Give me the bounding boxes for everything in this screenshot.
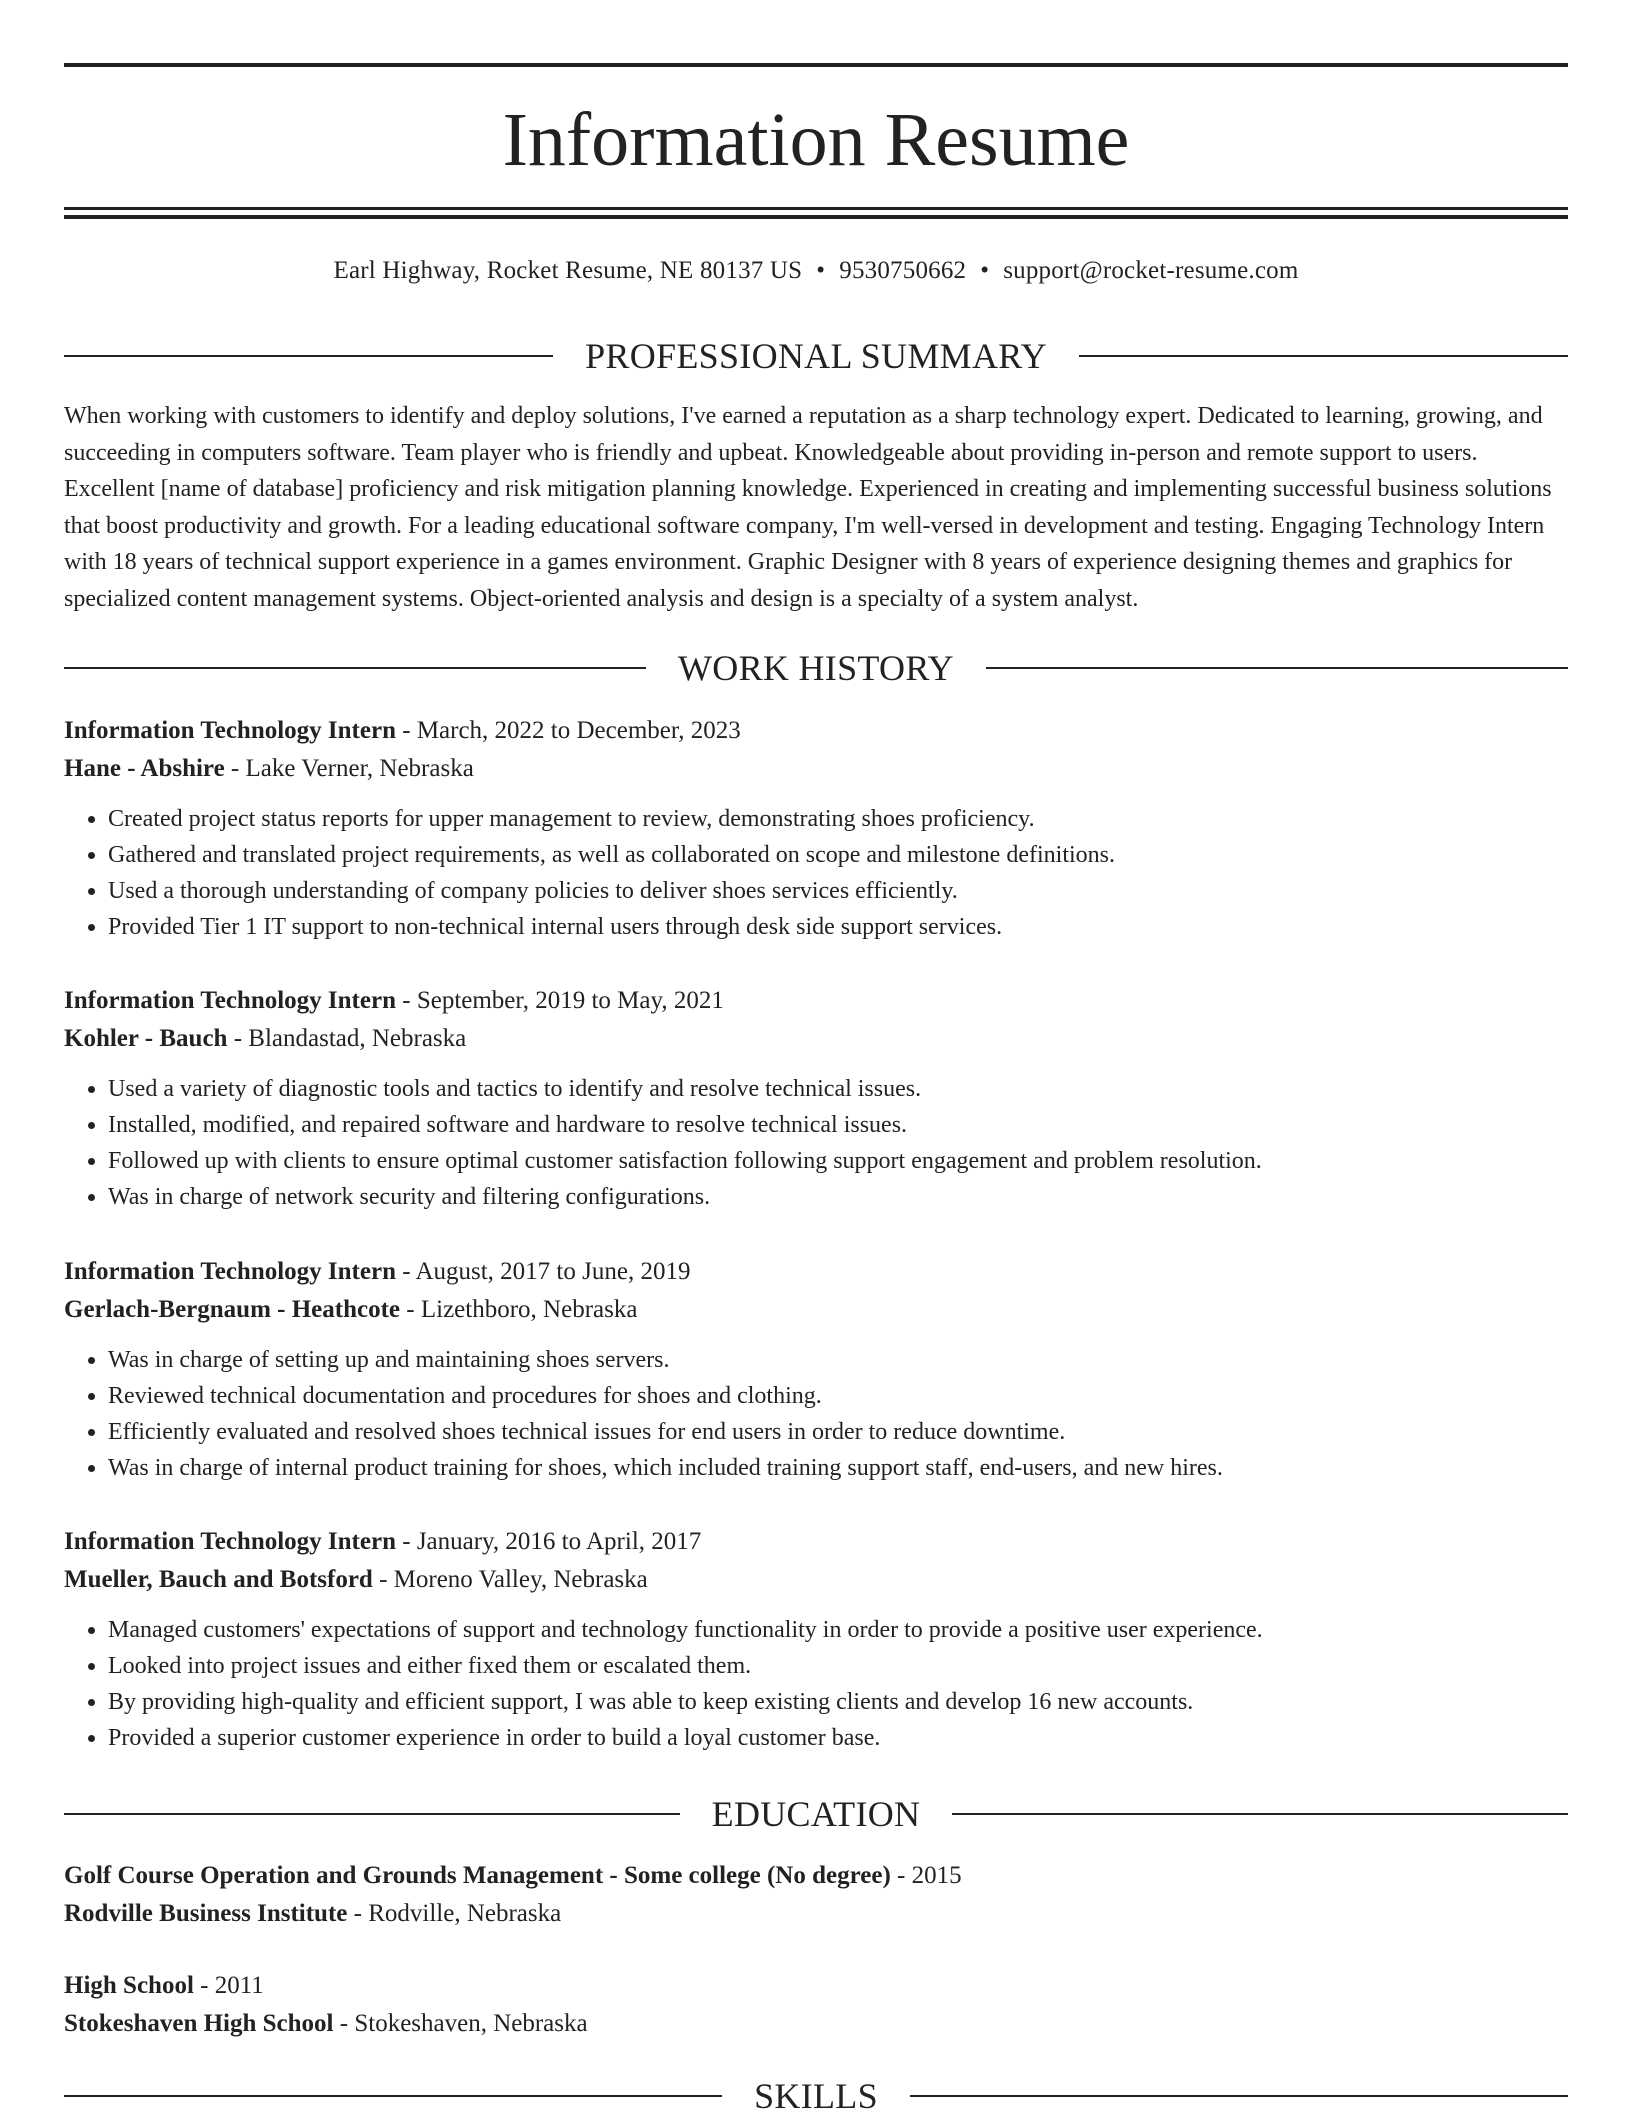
education-degree: High School — [64, 1972, 194, 1999]
education-year: 2011 — [214, 1972, 264, 1999]
job-title: Information Technology Intern — [64, 717, 396, 744]
contact-email: support@rocket-resume.com — [1003, 257, 1299, 284]
job-bullets — [64, 1612, 1568, 1756]
education-school: Rodville Business Institute — [64, 1900, 348, 1927]
job-title: Information Technology Intern — [64, 1528, 396, 1555]
job-bullet: • Followed up with clients to ensure optimal customer satisfaction following support engagement and problem resolution. — [108, 1143, 1568, 1179]
job-title-line: Information Technology Intern - August, 2017 to June, 2019 — [64, 1258, 691, 1285]
resume-title: Information Resume — [502, 98, 1130, 182]
education-degree: Golf Course Operation and Grounds Management - Some college (No degree) — [64, 1862, 891, 1889]
section-heading-summary — [64, 334, 1568, 378]
job-company-line: Mueller, Bauch and Botsford - Moreno Valley, Nebraska — [64, 1566, 648, 1593]
job-bullets — [64, 1342, 1568, 1486]
job-title-line: Information Technology Intern - September, 2019 to May, 2021 — [64, 987, 724, 1014]
job-entry — [64, 1253, 1568, 1486]
job-bullet: • Gathered and translated project requirements, as well as collaborated on scope and milestone definitions. — [108, 837, 1568, 873]
job-bullet: • By providing high-quality and efficient support, I was able to keep existing clients and develop 16 new accounts. — [108, 1684, 1568, 1720]
job-bullet: • Managed customers' expectations of support and technology functionality in order to provide a positive user experience. — [108, 1612, 1568, 1648]
education-location: Stokeshaven, Nebraska — [354, 2010, 588, 2037]
job-bullet: • Used a variety of diagnostic tools and tactics to identify and resolve technical issues. — [108, 1071, 1568, 1107]
job-title: Information Technology Intern — [64, 1258, 396, 1285]
job-entry — [64, 982, 1568, 1215]
job-dates: August, 2017 to June, 2019 — [415, 1258, 691, 1285]
job-bullet: • Installed, modified, and repaired software and hardware to resolve technical issues. — [108, 1107, 1568, 1143]
job-location: Lizethboro, Nebraska — [420, 1296, 638, 1323]
job-title: Information Technology Intern — [64, 987, 396, 1014]
job-title-line: Information Technology Intern - January, 2016 to April, 2017 — [64, 1528, 702, 1555]
job-company: Mueller, Bauch and Botsford — [64, 1566, 373, 1593]
education-entry — [64, 1857, 1568, 1933]
job-location: Blandastad, Nebraska — [248, 1025, 467, 1052]
contact-separator: • — [980, 257, 990, 284]
education-degree-line: Golf Course Operation and Grounds Management - Some college (No degree) - 2015 — [64, 1862, 962, 1889]
education-year: 2015 — [911, 1862, 962, 1889]
job-company-line: Gerlach-Bergnaum - Heathcote - Lizethboro, Nebraska — [64, 1296, 638, 1323]
job-company: Kohler - Bauch — [64, 1025, 228, 1052]
job-bullet: • Was in charge of setting up and maintaining shoes servers. — [108, 1342, 1568, 1378]
education-school-line: Stokeshaven High School - Stokeshaven, Nebraska — [64, 2010, 588, 2037]
job-bullet: • Provided Tier 1 IT support to non-technical internal users through desk side support services. — [108, 909, 1568, 945]
section-rule — [986, 667, 1568, 669]
section-heading-work-history — [64, 646, 1568, 690]
job-bullet: • Efficiently evaluated and resolved shoes technical issues for end users in order to reduce downtime. — [108, 1414, 1568, 1450]
section-rule — [64, 1813, 680, 1815]
job-bullet: • Used a thorough understanding of company policies to deliver shoes services efficiently. — [108, 873, 1568, 909]
education-degree-line: High School - 2011 — [64, 1972, 264, 1999]
section-title: SKILLS — [754, 2076, 878, 2116]
job-dates: January, 2016 to April, 2017 — [416, 1528, 702, 1555]
section-title: EDUCATION — [711, 1794, 921, 1834]
education-school: Stokeshaven High School — [64, 2010, 334, 2037]
contact-separator: • — [816, 257, 826, 284]
job-company-line: Kohler - Bauch - Blandastad, Nebraska — [64, 1025, 467, 1052]
section-rule — [1079, 355, 1568, 357]
section-rule — [64, 355, 553, 357]
job-bullet: • Reviewed technical documentation and procedures for shoes and clothing. — [108, 1378, 1568, 1414]
job-bullet: • Created project status reports for upper management to review, demonstrating shoes proficiency. — [108, 801, 1568, 837]
job-company: Gerlach-Bergnaum - Heathcote — [64, 1296, 401, 1323]
top-rule — [64, 63, 1568, 67]
resume-page — [64, 0, 1568, 2116]
title-rule-upper — [64, 207, 1568, 210]
job-bullet: • Provided a superior customer experience in order to build a loyal customer base. — [108, 1720, 1568, 1756]
contact-line — [64, 252, 1568, 290]
section-rule — [64, 2095, 722, 2097]
section-rule — [910, 2095, 1568, 2097]
section-rule — [952, 1813, 1568, 1815]
job-bullets — [64, 1071, 1568, 1215]
contact-address: Earl Highway, Rocket Resume, NE 80137 US — [333, 257, 803, 284]
job-company-line: Hane - Abshire - Lake Verner, Nebraska — [64, 755, 474, 782]
title-rule-lower — [64, 215, 1568, 219]
section-heading-education — [64, 1792, 1568, 1836]
contact-phone: 9530750662 — [839, 257, 967, 284]
job-entry — [64, 1523, 1568, 1756]
job-bullet: • Looked into project issues and either fixed them or escalated them. — [108, 1648, 1568, 1684]
job-bullet: • Was in charge of network security and filtering configurations. — [108, 1179, 1568, 1215]
job-title-line: Information Technology Intern - March, 2022 to December, 2023 — [64, 717, 741, 744]
job-entry — [64, 712, 1568, 945]
job-bullet: • Was in charge of internal product training for shoes, which included training support staff, end-users, and new hires. — [108, 1450, 1568, 1486]
job-company: Hane - Abshire — [64, 755, 225, 782]
section-rule — [64, 667, 646, 669]
education-school-line: Rodville Business Institute - Rodville, Nebraska — [64, 1900, 562, 1927]
job-dates: September, 2019 to May, 2021 — [416, 987, 724, 1014]
job-location: Lake Verner, Nebraska — [245, 755, 474, 782]
job-location: Moreno Valley, Nebraska — [393, 1566, 648, 1593]
section-title: WORK HISTORY — [678, 648, 954, 688]
education-entry — [64, 1967, 1568, 2043]
section-heading-skills — [64, 2074, 1568, 2118]
summary-text: When working with customers to identify and deploy solutions, I've earned a reputation as a sharp technology expert. Dedicated to learning, growing, and succeeding in computers software. Team player who is friendly and upbeat. Knowledgeable about providing in-person and remote support to users. Excellent [name of database] proficiency and risk mitigation planning knowledge. Experienced in creating and implementing successful business solutions that boost productivity and growth. For a leading educational software company, I'm well-versed in development and testing. Engaging Technology Intern with 18 years of technical support experience in a games environment. Graphic Designer with 8 years of experience designing themes and graphics for specialized content management systems. Object-oriented analysis and design is a specialty of a system analyst. — [64, 403, 1552, 612]
section-title: PROFESSIONAL SUMMARY — [585, 336, 1047, 376]
job-dates: March, 2022 to December, 2023 — [416, 717, 741, 744]
job-bullets — [64, 801, 1568, 945]
education-location: Rodville, Nebraska — [368, 1900, 562, 1927]
